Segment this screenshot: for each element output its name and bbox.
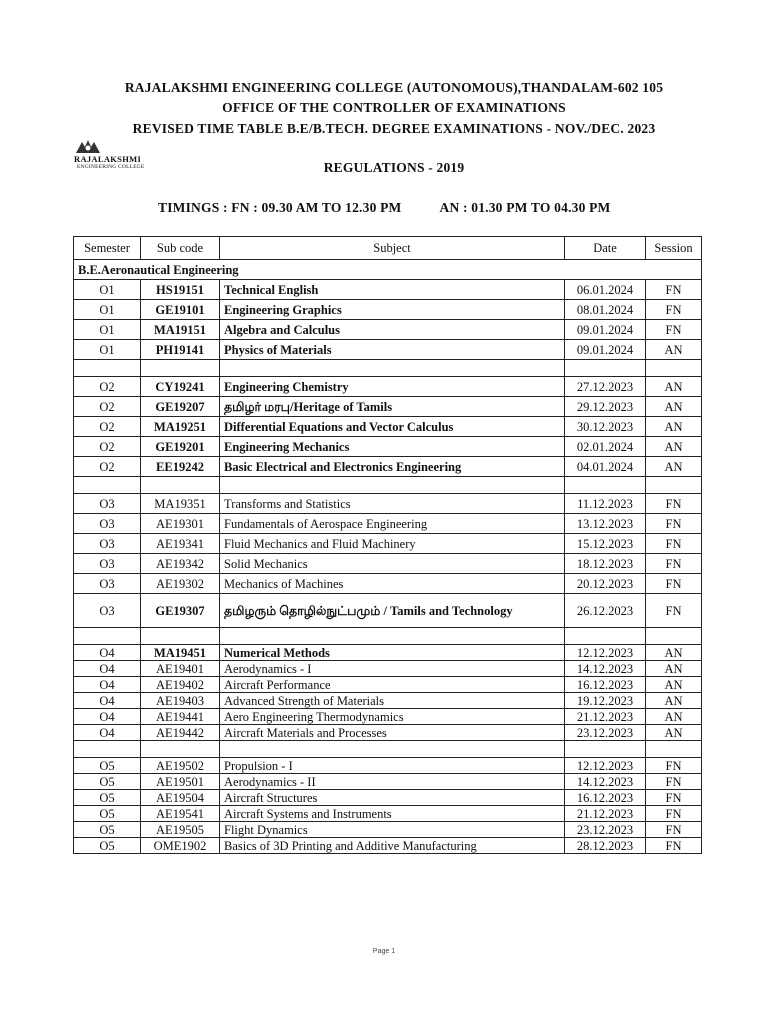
semester-cell: O5 [74,822,141,838]
date-cell: 04.01.2024 [565,457,646,477]
table-row [74,774,702,790]
table-row [74,806,702,822]
subcode-cell: MA19151 [141,320,220,340]
semester-cell: O4 [74,725,141,741]
semester-cell: O3 [74,594,141,628]
spacer-cell [141,360,220,377]
spacer-cell [74,360,141,377]
date-cell: 21.12.2023 [565,806,646,822]
semester-cell: O2 [74,437,141,457]
session-cell: AN [646,417,702,437]
subject-cell: Basics of 3D Printing and Additive Manufacturing [220,838,565,854]
session-cell: AN [646,377,702,397]
semester-cell: O3 [74,574,141,594]
subject-cell: Engineering Chemistry [220,377,565,397]
spacer-cell [220,477,565,494]
table-row [74,437,702,457]
timetable-title: REVISED TIME TABLE B.E/B.TECH. DEGREE EXAMINATIONS - NOV./DEC. 2023 [132,121,656,136]
spacer-cell [220,741,565,758]
session-cell: AN [646,725,702,741]
date-cell: 09.01.2024 [565,320,646,340]
table-row [74,417,702,437]
col-session: Session [646,237,702,260]
date-cell: 02.01.2024 [565,437,646,457]
session-cell: AN [646,661,702,677]
subcode-cell: AE19342 [141,554,220,574]
date-cell: 20.12.2023 [565,574,646,594]
session-cell: FN [646,280,702,300]
session-cell: FN [646,514,702,534]
semester-cell: O5 [74,838,141,854]
college-name: RAJALAKSHMI ENGINEERING COLLEGE (AUTONOMOUS),THANDALAM-602 105 [124,80,664,95]
session-cell: FN [646,806,702,822]
table-row [74,725,702,741]
subject-cell: Numerical Methods [220,645,565,661]
semester-cell: O4 [74,709,141,725]
subcode-cell: AE19541 [141,806,220,822]
semester-cell: O1 [74,320,141,340]
subcode-cell: GE19207 [141,397,220,417]
office-title: OFFICE OF THE CONTROLLER OF EXAMINATIONS [222,100,566,115]
session-cell: FN [646,838,702,854]
date-cell: 23.12.2023 [565,725,646,741]
subject-cell: Differential Equations and Vector Calculus [220,417,565,437]
spacer-cell [220,360,565,377]
table-row [74,574,702,594]
subject-cell: Aircraft Systems and Instruments [220,806,565,822]
spacer-cell [141,628,220,645]
spacer-cell [74,741,141,758]
subject-cell: Aircraft Structures [220,790,565,806]
subcode-cell: GE19201 [141,437,220,457]
subcode-cell: AE19403 [141,693,220,709]
semester-cell: O3 [74,534,141,554]
table-row [74,280,702,300]
date-cell: 16.12.2023 [565,790,646,806]
table-row [74,494,702,514]
subject-cell: Physics of Materials [220,340,565,360]
subcode-cell: GE19307 [141,594,220,628]
subcode-cell: PH19141 [141,340,220,360]
subcode-cell: AE19442 [141,725,220,741]
subject-cell: Propulsion - I [220,758,565,774]
session-cell: AN [646,437,702,457]
spacer-cell [646,741,702,758]
date-cell: 12.12.2023 [565,758,646,774]
spacer-cell [565,628,646,645]
table-row [74,377,702,397]
table-row [74,514,702,534]
semester-cell: O5 [74,790,141,806]
col-subject: Subject [220,237,565,260]
timings [0,200,768,216]
subcode-cell: GE19101 [141,300,220,320]
date-cell: 14.12.2023 [565,661,646,677]
spacer-cell [565,477,646,494]
table-row [74,457,702,477]
semester-cell: O1 [74,300,141,320]
section-row [74,260,702,280]
date-cell: 08.01.2024 [565,300,646,320]
table-row [74,661,702,677]
section-title: B.E.Aeronautical Engineering [74,260,702,280]
session-cell: AN [646,397,702,417]
subject-cell: Algebra and Calculus [220,320,565,340]
table-row [74,340,702,360]
subject-cell: Fundamentals of Aerospace Engineering [220,514,565,534]
date-cell: 30.12.2023 [565,417,646,437]
session-cell: FN [646,574,702,594]
session-cell: AN [646,709,702,725]
subcode-cell: MA19351 [141,494,220,514]
session-cell: AN [646,645,702,661]
date-cell: 26.12.2023 [565,594,646,628]
logo-name: RAJALAKSHMI [74,154,142,164]
subject-cell: Aircraft Materials and Processes [220,725,565,741]
session-cell: FN [646,774,702,790]
semester-cell: O5 [74,774,141,790]
date-cell: 18.12.2023 [565,554,646,574]
session-cell: FN [646,554,702,574]
college-emblem-icon [74,138,102,154]
table-row [74,693,702,709]
session-cell: FN [646,790,702,806]
table-row [74,554,702,574]
table-row [74,758,702,774]
table-row [74,300,702,320]
subcode-cell: AE19301 [141,514,220,534]
col-semester: Semester [74,237,141,260]
table-row [74,822,702,838]
semester-cell: O4 [74,693,141,709]
subcode-cell: OME1902 [141,838,220,854]
semester-cell: O2 [74,417,141,437]
subject-cell: Engineering Mechanics [220,437,565,457]
page-number: Page 1 [372,948,396,955]
spacer-row [74,741,702,758]
session-cell: AN [646,340,702,360]
subcode-cell: AE19441 [141,709,220,725]
date-cell: 27.12.2023 [565,377,646,397]
spacer-cell [646,360,702,377]
semester-cell: O3 [74,514,141,534]
semester-cell: O2 [74,377,141,397]
subcode-cell: MA19251 [141,417,220,437]
subject-cell: Technical English [220,280,565,300]
date-cell: 11.12.2023 [565,494,646,514]
session-cell: FN [646,534,702,554]
semester-cell: O4 [74,661,141,677]
subcode-cell: AE19502 [141,758,220,774]
spacer-cell [565,360,646,377]
subcode-cell: AE19401 [141,661,220,677]
session-cell: AN [646,693,702,709]
table-row [74,594,702,628]
timings-an: AN : 01.30 PM TO 04.30 PM [439,200,611,215]
col-subcode: Sub code [141,237,220,260]
semester-cell: O5 [74,806,141,822]
spacer-cell [74,628,141,645]
spacer-cell [141,741,220,758]
date-cell: 23.12.2023 [565,822,646,838]
semester-cell: O5 [74,758,141,774]
subject-cell: Aerodynamics - I [220,661,565,677]
table-row [74,838,702,854]
semester-cell: O3 [74,554,141,574]
date-cell: 19.12.2023 [565,693,646,709]
exam-timetable [73,236,702,854]
table-body [74,260,702,854]
table-header-row [74,237,702,260]
session-cell: FN [646,494,702,514]
subcode-cell: AE19501 [141,774,220,790]
subject-cell: Transforms and Statistics [220,494,565,514]
spacer-row [74,477,702,494]
session-cell: AN [646,457,702,477]
subject-cell: Aero Engineering Thermodynamics [220,709,565,725]
spacer-row [74,628,702,645]
spacer-cell [646,628,702,645]
subject-cell: Aerodynamics - II [220,774,565,790]
session-cell: FN [646,300,702,320]
table-row [74,645,702,661]
timings-fn: TIMINGS : FN : 09.30 AM TO 12.30 PM [158,200,402,215]
session-cell: FN [646,822,702,838]
subject-cell: Basic Electrical and Electronics Engineering [220,457,565,477]
subcode-cell: AE19505 [141,822,220,838]
semester-cell: O1 [74,280,141,300]
semester-cell: O2 [74,397,141,417]
subject-cell: Mechanics of Machines [220,574,565,594]
subject-cell: Solid Mechanics [220,554,565,574]
date-cell: 09.01.2024 [565,340,646,360]
semester-cell: O4 [74,677,141,693]
spacer-cell [565,741,646,758]
session-cell: FN [646,594,702,628]
table-row [74,534,702,554]
date-cell: 15.12.2023 [565,534,646,554]
spacer-row [74,360,702,377]
spacer-cell [220,628,565,645]
subcode-cell: AE19504 [141,790,220,806]
date-cell: 28.12.2023 [565,838,646,854]
table-row [74,320,702,340]
subject-cell: தமிழரும் தொழில்நுட்பமும் / Tamils and Technology [220,594,565,628]
spacer-cell [646,477,702,494]
session-cell: AN [646,677,702,693]
subcode-cell: AE19302 [141,574,220,594]
subcode-cell: AE19402 [141,677,220,693]
date-cell: 12.12.2023 [565,645,646,661]
table-row [74,709,702,725]
date-cell: 06.01.2024 [565,280,646,300]
table-row [74,790,702,806]
subcode-cell: MA19451 [141,645,220,661]
subject-cell: Fluid Mechanics and Fluid Machinery [220,534,565,554]
date-cell: 29.12.2023 [565,397,646,417]
logo-subtitle: ENGINEERING COLLEGE [77,164,145,170]
date-cell: 16.12.2023 [565,677,646,693]
session-cell: FN [646,320,702,340]
session-cell: FN [646,758,702,774]
semester-cell: O3 [74,494,141,514]
date-cell: 14.12.2023 [565,774,646,790]
semester-cell: O1 [74,340,141,360]
col-date: Date [565,237,646,260]
subcode-cell: AE19341 [141,534,220,554]
date-cell: 13.12.2023 [565,514,646,534]
subject-cell: Flight Dynamics [220,822,565,838]
regulations: REGULATIONS - 2019 [323,160,465,175]
subject-cell: Aircraft Performance [220,677,565,693]
subcode-cell: CY19241 [141,377,220,397]
date-cell: 21.12.2023 [565,709,646,725]
subcode-cell: EE19242 [141,457,220,477]
subject-cell: Engineering Graphics [220,300,565,320]
spacer-cell [141,477,220,494]
semester-cell: O2 [74,457,141,477]
table-row [74,677,702,693]
semester-cell: O4 [74,645,141,661]
subcode-cell: HS19151 [141,280,220,300]
subject-cell: தமிழர் மரபு/Heritage of Tamils [220,397,565,417]
subject-cell: Advanced Strength of Materials [220,693,565,709]
table-row [74,397,702,417]
spacer-cell [74,477,141,494]
